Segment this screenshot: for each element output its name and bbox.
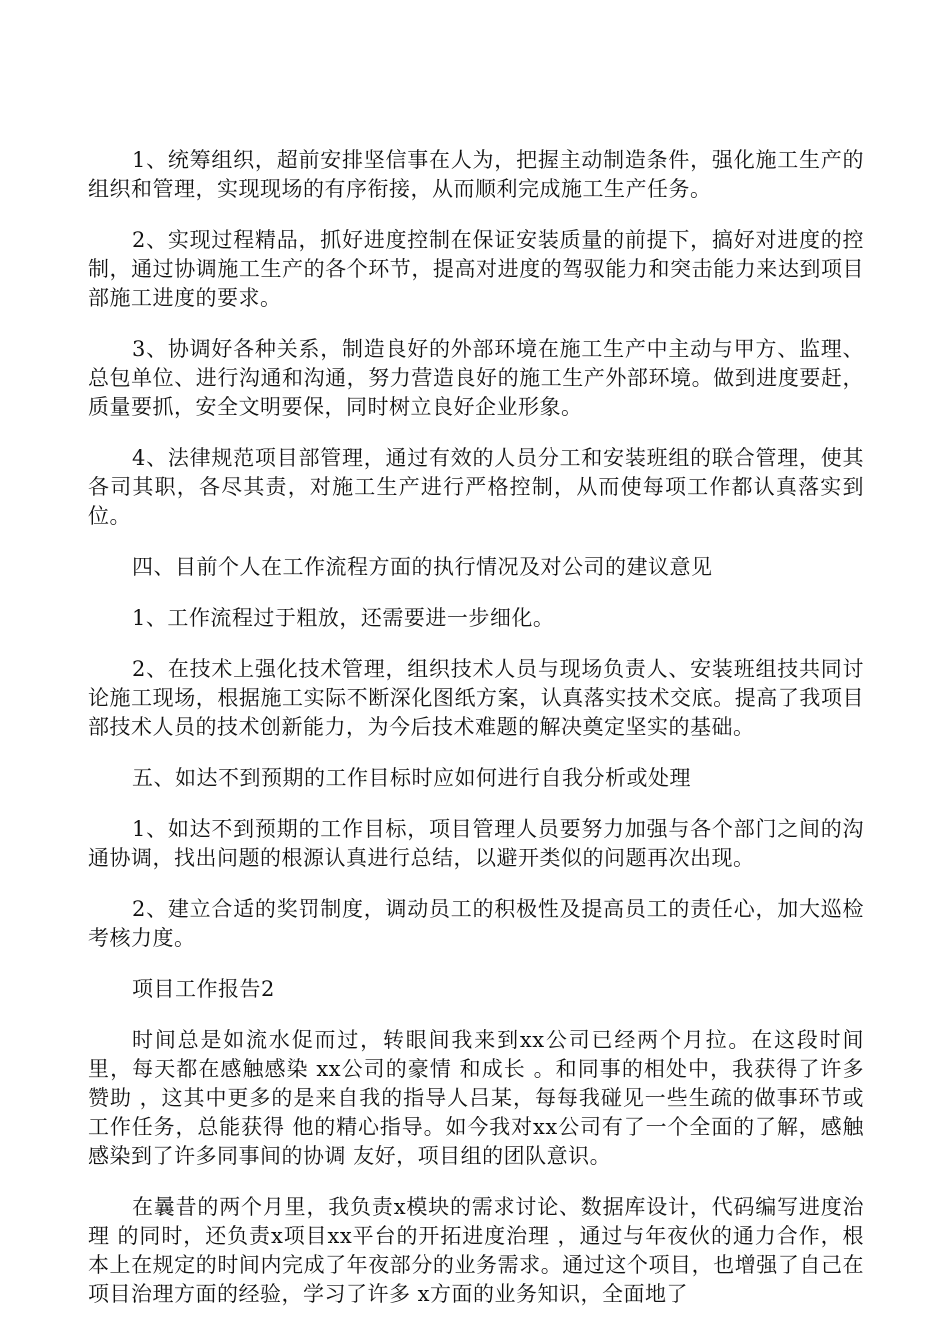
paragraph: 4、法律规范项目部管理，通过有效的人员分工和安装班组的联合管理，使其各司其职，各尽其责，对施工生产进行严格控制，从而使每项工作都认真落实到位。 bbox=[88, 446, 864, 528]
document-page bbox=[88, 146, 864, 1331]
paragraph: 2、建立合适的奖罚制度，调动员工的积极性及提高员工的责任心，加大巡检考核力度。 bbox=[88, 897, 864, 950]
section-heading: 项目工作报告2 bbox=[132, 977, 275, 1001]
paragraph: 在曩昔的两个月里，我负责x模块的需求讨论、数据库设计，代码编写进度治理 的同时，还负责x项目xx平台的开拓进度治理 ，通过与年夜伙的通力合作，根本上在规定的时间内完成了年夜部分的业务需求。通过这个项目，也增强了自己在项目治理方面的经验，学习了许多 x方面的业务知识，全面地了 bbox=[88, 1195, 864, 1306]
paragraph: 时间总是如流水促而过，转眼间我来到xx公司已经两个月拉。在这段时间里，每天都在感触感染 xx公司的豪情 和成长 。和同事的相处中，我获得了许多赞助 ，这其中更多的是来自我的指导人吕某，每每我碰见一些生疏的做事环节或工作任务，总能获得 他的精心指导。如今我对xx公司有了一个全面的了解，感触感染到了许多同事间的协调 友好，项目组的团队意识。 bbox=[88, 1028, 864, 1168]
paragraph: 1、工作流程过于粗放，还需要进一步细化。 bbox=[132, 606, 555, 630]
section-heading: 四、目前个人在工作流程方面的执行情况及对公司的建议意见 bbox=[132, 555, 713, 579]
paragraph: 1、统筹组织，超前安排坚信事在人为，把握主动制造条件，强化施工生产的组织和管理，实现现场的有序衔接，从而顺利完成施工生产任务。 bbox=[88, 148, 864, 201]
section-heading: 五、如达不到预期的工作目标时应如何进行自我分析或处理 bbox=[132, 766, 691, 790]
paragraph: 3、协调好各种关系，制造良好的外部环境在施工生产中主动与甲方、监理、总包单位、进行沟通和沟通，努力营造良好的施工生产外部环境。做到进度要赶，质量要抓，安全文明要保，同时树立良好企业形象。 bbox=[88, 337, 864, 419]
paragraph: 2、在技术上强化技术管理，组织技术人员与现场负责人、安装班组技共同讨论施工现场，根据施工实际不断深化图纸方案，认真落实技术交底。提高了我项目部技术人员的技术创新能力，为今后技术难题的解决奠定坚实的基础。 bbox=[88, 657, 864, 739]
paragraph: 1、如达不到预期的工作目标，项目管理人员要努力加强与各个部门之间的沟通协调，找出问题的根源认真进行总结，以避开类似的问题再次出现。 bbox=[88, 817, 864, 870]
paragraph: 2、实现过程精品，抓好进度控制在保证安装质量的前提下，搞好对进度的控制，通过协调施工生产的各个环节，提高对进度的驾驭能力和突击能力来达到项目部施工进度的要求。 bbox=[88, 228, 864, 310]
